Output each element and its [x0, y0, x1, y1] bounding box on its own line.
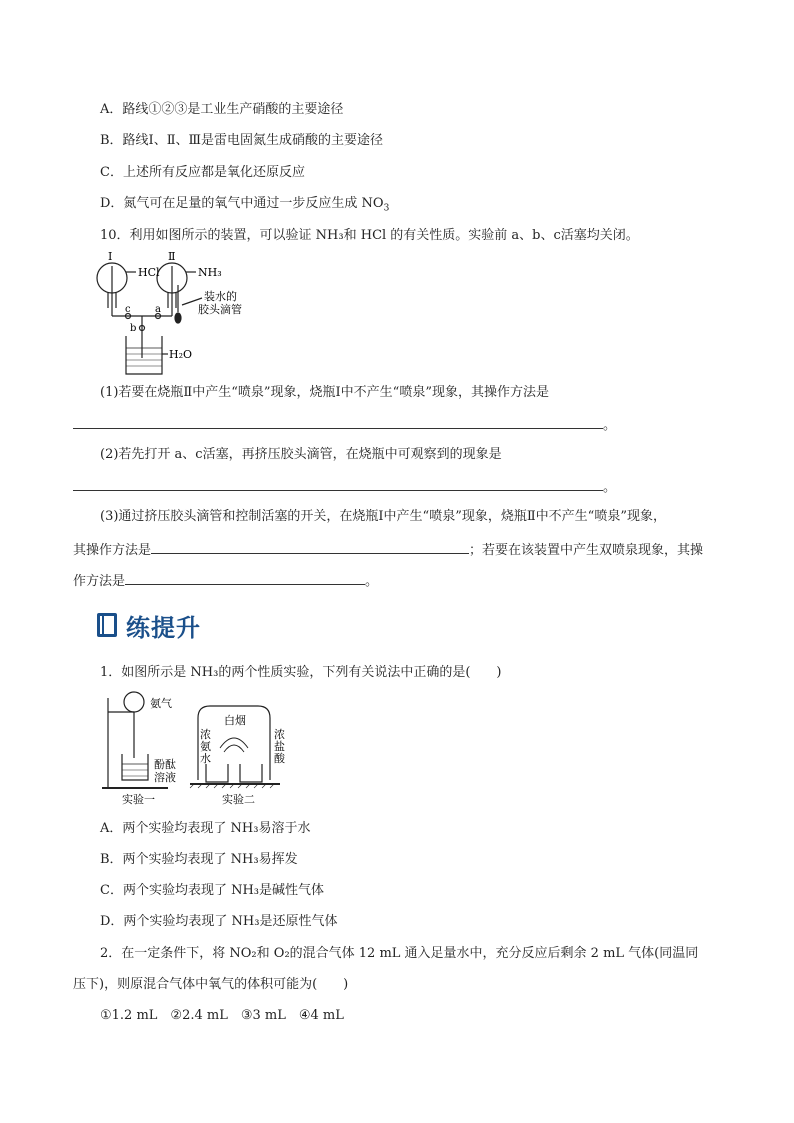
q2-stem-line-2: 压下)，则原混合气体中氧气的体积可能为( ) [73, 977, 349, 992]
q9-option-d-subscript: 3 [383, 203, 390, 214]
beaker [126, 336, 162, 374]
q10-part-3-continue: ；若要在该装置中产生双喷泉现象，其操 [469, 543, 704, 558]
exp1-caption: 实验一 [122, 793, 155, 806]
dropper-label-1: 装水的 [204, 290, 237, 303]
period: 。 [365, 574, 379, 589]
q10-part-1: (1)若要在烧瓶Ⅱ中产生“喷泉”现象，烧瓶Ⅰ中不产生“喷泉”现象，其操作方法是 [100, 385, 549, 400]
book-icon [96, 612, 120, 638]
dropper-bulb [175, 313, 181, 323]
flask-2-label: Ⅱ [168, 250, 176, 263]
q10-stem: 10．利用如图所示的装置，可以验证 NH₃和 HCl 的有关性质。实验前 a、b、c活塞均关闭。 [100, 228, 639, 243]
q10-part-3-label-2: 作方法是 [73, 574, 126, 589]
q2-options: ①1.2 mL ②2.4 mL ③3 mL ④4 mL [100, 1008, 344, 1023]
valve-a-label: a [155, 304, 161, 315]
answer-blank[interactable] [151, 539, 469, 554]
q10-part-3-line-1: (3)通过挤压胶头滴管和控制活塞的开关，在烧瓶Ⅰ中产生“喷泉”现象，烧瓶Ⅱ中不产生“喷泉”现象， [100, 509, 666, 524]
q10-part-3-line-3 [73, 570, 378, 591]
q10-part-3-label: 其操作方法是 [73, 543, 152, 558]
q10-part-3-line-2 [73, 539, 703, 560]
period: 。 [603, 418, 617, 433]
section-title: 练提升 [126, 613, 201, 642]
answer-blank[interactable] [73, 476, 603, 491]
q9-option-a: A．路线①②③是工业生产硝酸的主要途径 [100, 102, 344, 117]
exp2-right-label-1: 浓 [274, 728, 285, 741]
q1-option-d: D．两个实验均表现了 NH₃是还原性气体 [100, 914, 338, 929]
period: 。 [603, 480, 617, 495]
dropper-label-2: 胶头滴管 [198, 303, 242, 316]
fountain-apparatus-figure [92, 250, 252, 380]
q9-option-b: B．路线Ⅰ、Ⅱ、Ⅲ是雷电固氮生成硝酸的主要途径 [100, 133, 384, 148]
exp2-right-beaker [240, 764, 262, 782]
exp1-liquid-label-2: 溶液 [154, 771, 176, 784]
q9-option-d [100, 195, 389, 218]
q1-stem: 1．如图所示是 NH₃的两个性质实验，下列有关说法中正确的是( ) [100, 665, 502, 680]
valve-c-label: c [125, 304, 131, 315]
exp2-caption: 实验二 [222, 793, 255, 806]
exp2-right-label-3: 酸 [274, 752, 285, 765]
exp2-left-label-3: 水 [200, 752, 211, 765]
q1-option-c: C．两个实验均表现了 NH₃是碱性气体 [100, 883, 325, 898]
exp1-gas-label: 氨气 [150, 697, 172, 710]
q9-option-c: C．上述所有反应都是氧化还原反应 [100, 165, 305, 180]
section-header [96, 608, 201, 642]
q1-option-b: B．两个实验均表现了 NH₃易挥发 [100, 852, 298, 867]
q1-option-a: A．两个实验均表现了 NH₃易溶于水 [100, 821, 311, 836]
beaker-label: H₂O [169, 348, 193, 361]
exp2-smoke-label: 白烟 [224, 714, 246, 727]
q10-part-2-answer-line[interactable] [73, 476, 616, 497]
exp1-flask [124, 692, 144, 712]
exp2-left-label-1: 浓 [200, 728, 211, 741]
q10-part-2: (2)若先打开 a、c活塞，再挤压胶头滴管，在烧瓶中可观察到的现象是 [100, 447, 502, 462]
flask-1-label: Ⅰ [108, 250, 113, 263]
answer-blank[interactable] [125, 570, 365, 585]
nh3-experiments-figure [98, 688, 308, 808]
q2-stem-line-1: 2．在一定条件下，将 NO₂和 O₂的混合气体 12 mL 通入足量水中，充分反应后剩余 2 mL 气体(同温同 [100, 946, 699, 961]
exp2-left-beaker [206, 764, 228, 782]
exp2-left-label-2: 氨 [200, 740, 211, 753]
exp1-liquid-label-1: 酚酞 [154, 758, 176, 771]
exp2-right-label-2: 盐 [274, 740, 285, 753]
q10-part-1-answer-line[interactable] [73, 414, 616, 435]
valve-b-label: b [130, 323, 137, 334]
flask-1-gas: HCl [138, 266, 160, 279]
answer-blank[interactable] [73, 414, 603, 429]
q9-option-d-text: D．氮气可在足量的氧气中通过一步反应生成 NO [100, 196, 384, 211]
flask-2-gas: NH₃ [198, 266, 222, 279]
